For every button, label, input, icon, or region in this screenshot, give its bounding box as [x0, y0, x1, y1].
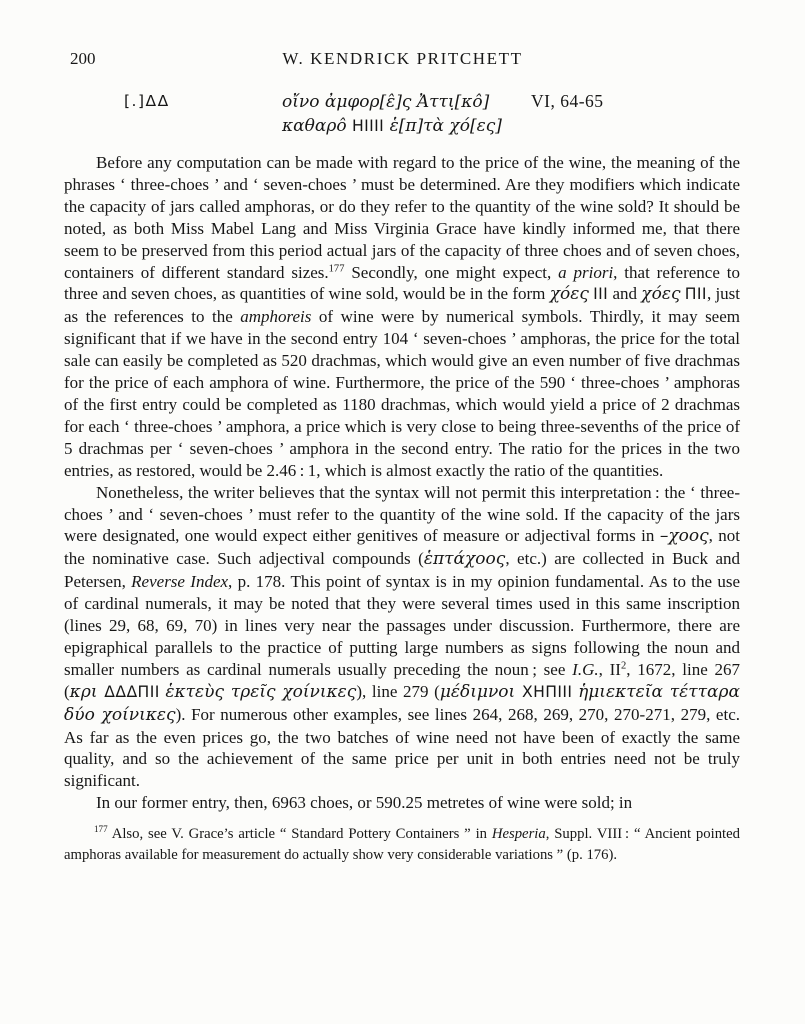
text-segment: , II [598, 659, 621, 679]
text-segment: XHΠIII [521, 681, 573, 701]
text-segment: ), line 279 ( [356, 681, 440, 701]
paragraph-1 [64, 152, 740, 482]
text-segment: a priori [558, 262, 614, 282]
inscription-line-2 [282, 114, 502, 138]
text-segment: ἑπτάχοος [423, 549, 506, 570]
body-text [64, 152, 740, 865]
inscription-greek [282, 90, 502, 138]
text-segment: amphoreis [240, 307, 312, 327]
inscription-line-1 [282, 90, 502, 114]
text-segment: Secondly, one might expect, [344, 262, 559, 282]
text-segment: –χοος [659, 526, 709, 547]
text-segment: ἑκτεὺς τρεῖς χοίνικες [165, 681, 357, 702]
text-segment: of wine were by numerical symbols. Thirdly, it may seem significant that if we have in the second entry 104 ‘ seven-choes ’ amphoras, the price for the total sale can easily be completed as 520 drachmas, which would give an even number of five drachmas for the price of each amphora of wine. Furthermore, the price of the 590 ‘ three-choes ’ amphoras of the first entry could be completed as 1180 drachmas, which would yield a price of 2 drachmas for each ‘ three-choes ’ amphora, a price which is very close to being three-sevenths of the price of 5 drachmas per ‘ seven-choes ’ amphora in the second entry. The ratio for the prices in the two entries, as restored, would be 2.46 : 1, which is almost exactly the ratio of the quantities. [64, 307, 741, 480]
text-segment: In our former entry, then, 6963 choes, or 590.25 metretes of wine were sold; in [96, 793, 633, 813]
text-segment: ἑ[π]τὰ χό[ες] [384, 116, 502, 136]
text-segment: Before any computation can be made with regard to the price of the wine, the meaning of the phrases ‘ three-choes ’ and ‘ seven-choes ’ must be determined. Are they modifiers which indicate the capacity of jars called amphoras, or do they refer to the quantity of the wine sold? It should be noted, as both Miss Mabel Lang and Miss Virginia Grace have kindly informed me, that there seem to be preserved from this period actual jars of the capacity of three choes and of seven choes, containers of different standard sizes. [64, 153, 740, 282]
text-segment: κρι [69, 681, 105, 702]
text-segment: καθαρο̂ [282, 116, 352, 136]
text-segment: HIIII [351, 116, 385, 135]
text-segment: , not the nominative case. Such adjectival compounds ( [64, 526, 741, 569]
text-segment: οἴνο ἀμφορ[ε̂]ς Ἀττι̣[κο̂] [282, 92, 490, 112]
inscription-block [64, 90, 740, 148]
text-segment: μέδιμνοι [439, 681, 522, 702]
text-segment: , that reference to three and seven choes, as quantities of wine sold, would be in the form [64, 262, 740, 304]
footnote-block [64, 824, 740, 865]
text-segment: , p. 178. This point of syntax is in my opinion fundamental. As to the use of cardinal numerals, it may be noted that they were several times used in this same inscription (lines 29, 68, 69, 70) in lines very near the passages under discussion. Furthermore, there are epigraphical parallels to the practice of putting large numbers as signs following the noun and smaller numbers as cardinal numerals usually preceding the noun ; see [64, 572, 741, 679]
text-segment: Also, see V. Grace’s article “ Standard Pottery Containers ” in [107, 826, 492, 843]
text-segment: χόες [641, 284, 681, 305]
text-segment: , 1672, line 267 ( [64, 659, 740, 701]
text-segment: and [608, 284, 642, 304]
text-segment: I.G. [572, 659, 599, 679]
page-number: 200 [70, 49, 96, 68]
text-segment: Hesperia [491, 826, 546, 843]
inscription-reference: VI, 64-65 [531, 91, 604, 111]
text-segment: ἡμιεκτεῖα τέτταρα δύο χοίνικες [64, 681, 741, 725]
text-segment: , etc.) are collected in Buck and Petersen, [64, 549, 740, 592]
text-segment: ΠII [684, 284, 707, 304]
superscript-ref: 177 [328, 262, 345, 274]
superscript-ref: 2 [620, 660, 627, 672]
text-segment: Nonetheless, the writer believes that the syntax will not permit this interpretation : the ‘ three-choes ’ and ‘ seven-choes ’ must refer to the quantity of the wine sold. If the capacity of the jars were designated, one would expect either genitives of measure or adjectival forms in [64, 482, 740, 546]
inscription-numeral: [.]ΔΔ [124, 92, 170, 110]
running-head: W. KENDRICK PRITCHETT [282, 49, 523, 68]
text-segment: III [593, 284, 609, 304]
text-segment: χόες [549, 284, 589, 305]
text-segment: ). For numerous other examples, see lines 264, 268, 269, 270, 270-271, 279, etc. As far as the even prices go, the two batches of wine need not have been of exactly the same quality, and so the achievement of the same price per unit in both entries need not be truly significant. [64, 704, 740, 791]
text-segment: , Suppl. VIII : “ Ancient pointed amphoras available for measurement do actually show very considerable variations ” (p. 176). [64, 826, 740, 863]
paragraph-3 [64, 792, 740, 814]
text-segment: Reverse Index [131, 572, 229, 592]
text-segment: , just as the references to the [64, 284, 741, 327]
paragraph-2 [64, 482, 740, 793]
superscript-ref: 177 [94, 824, 108, 835]
text-segment: ΔΔΔΠII [104, 681, 160, 701]
footnote-177 [64, 824, 740, 865]
